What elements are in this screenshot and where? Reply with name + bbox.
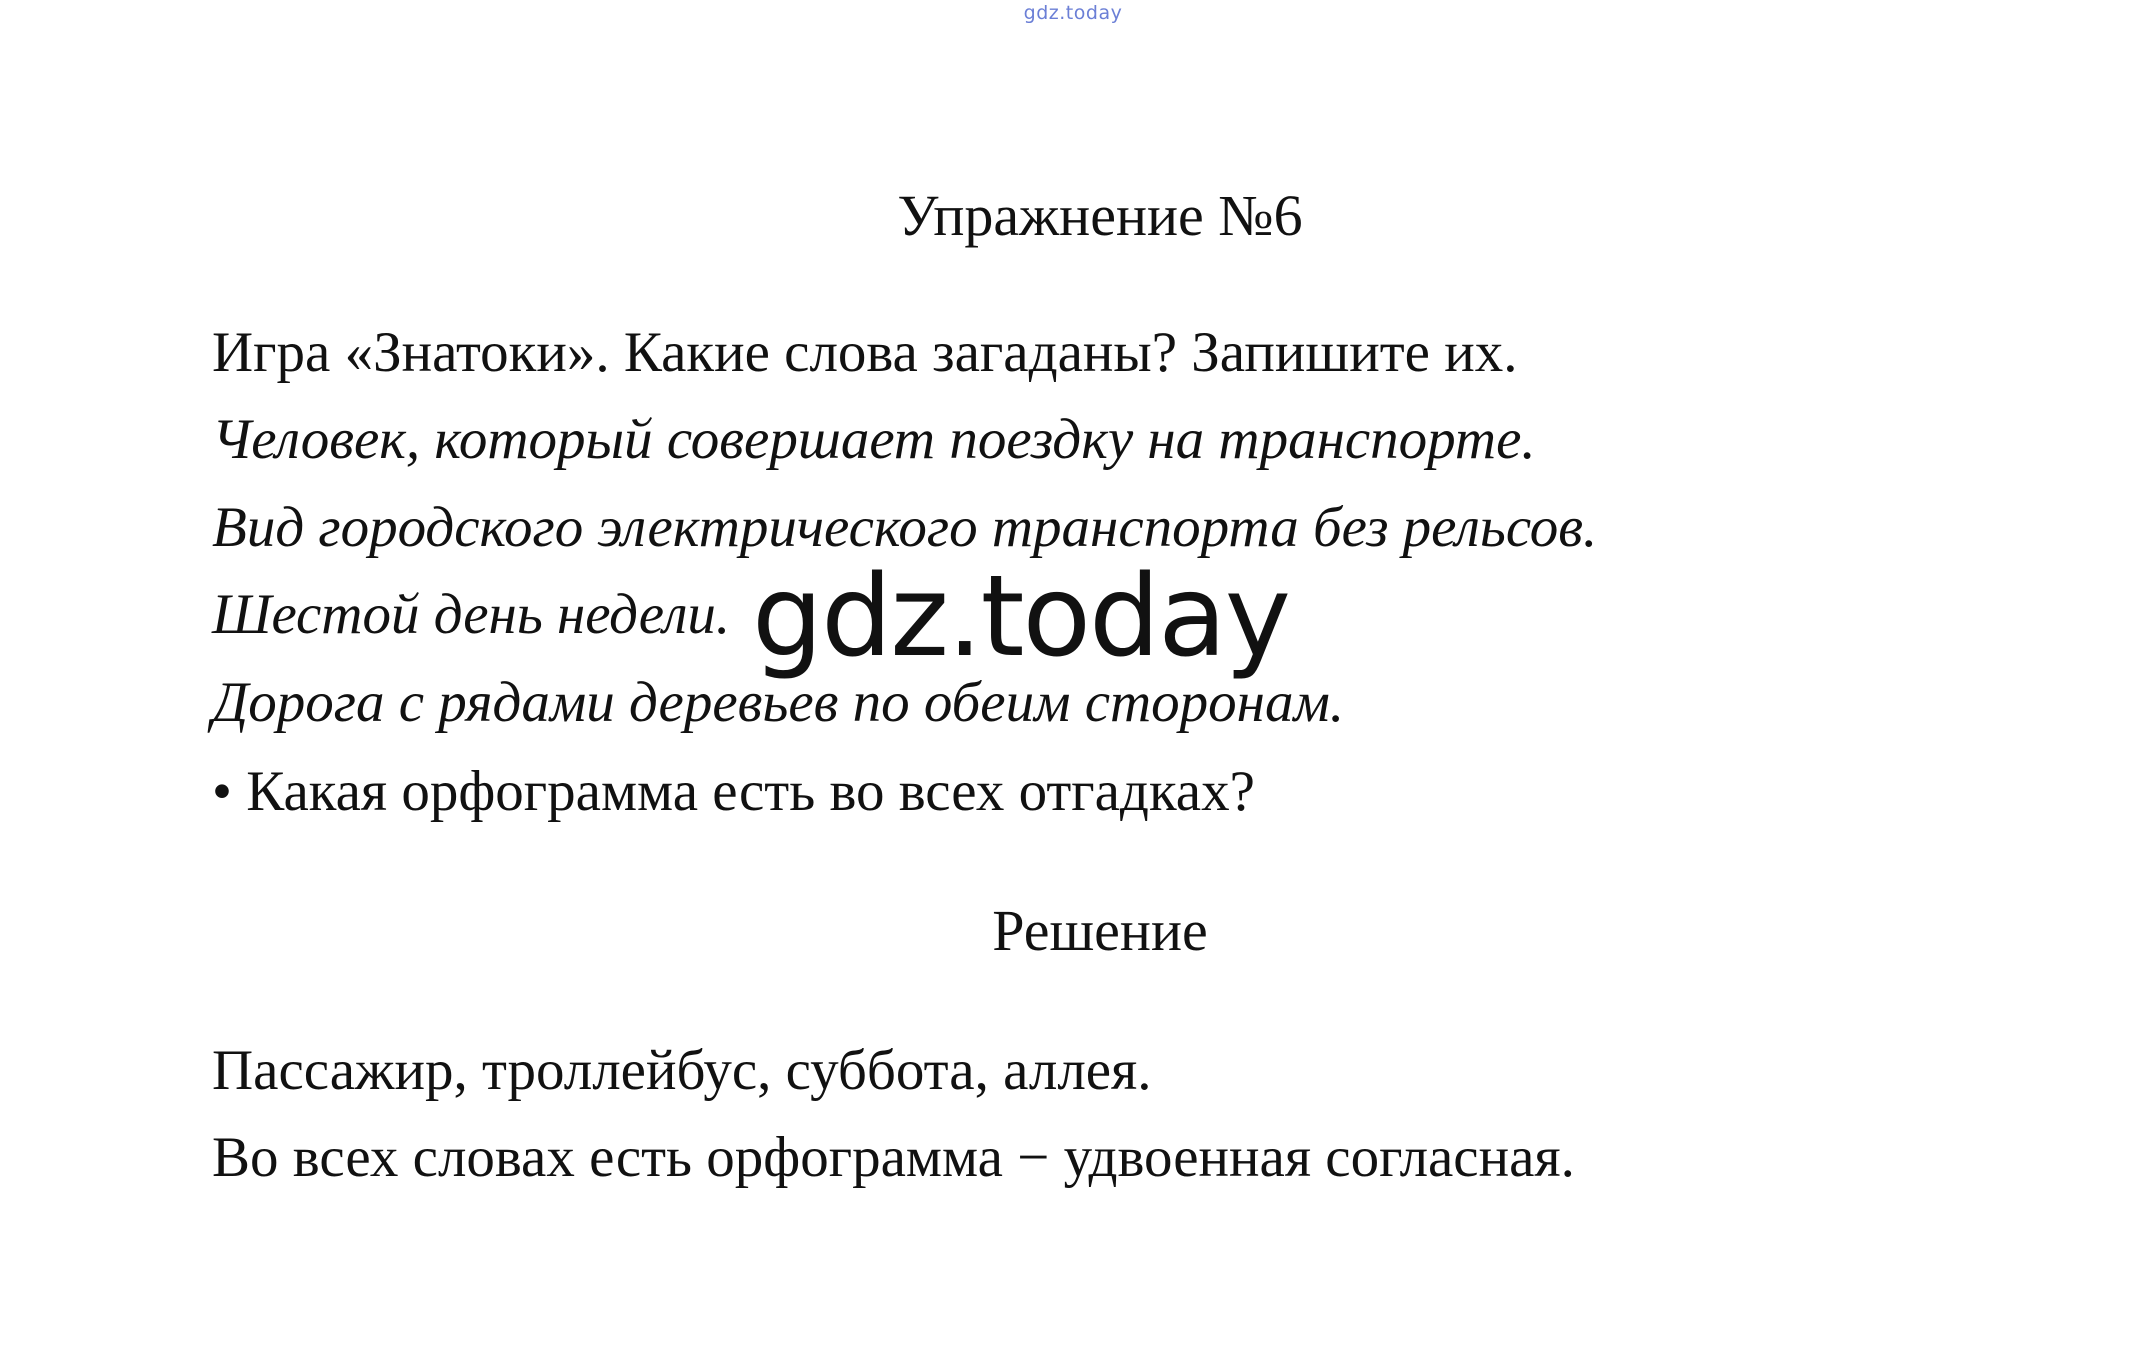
clue-2: Вид городского электрического транспорта без рельсов.	[212, 496, 1598, 559]
exercise-title: Упражнение №6	[897, 183, 1303, 248]
solution-line-2: Во всех словах есть орфограмма − удвоенная согласная.	[212, 1126, 1575, 1189]
question-text: • Какая орфограмма есть во всех отгадках?	[212, 760, 1255, 823]
clue-3: Шестой день недели.	[212, 583, 731, 646]
solution-title: Решение	[992, 898, 1208, 963]
watermark-center: gdz.today	[752, 552, 1290, 682]
clue-4: Дорога с рядами деревьев по обеим сторонам.	[212, 671, 1345, 734]
solution-line-1: Пассажир, троллейбус, суббота, аллея.	[212, 1039, 1152, 1102]
clue-1: Человек, который совершает поездку на транспорте.	[212, 408, 1536, 471]
watermark-top: gdz.today	[1023, 2, 1123, 24]
task-text: Игра «Знатоки». Какие слова загаданы? Запишите их.	[212, 321, 1518, 384]
